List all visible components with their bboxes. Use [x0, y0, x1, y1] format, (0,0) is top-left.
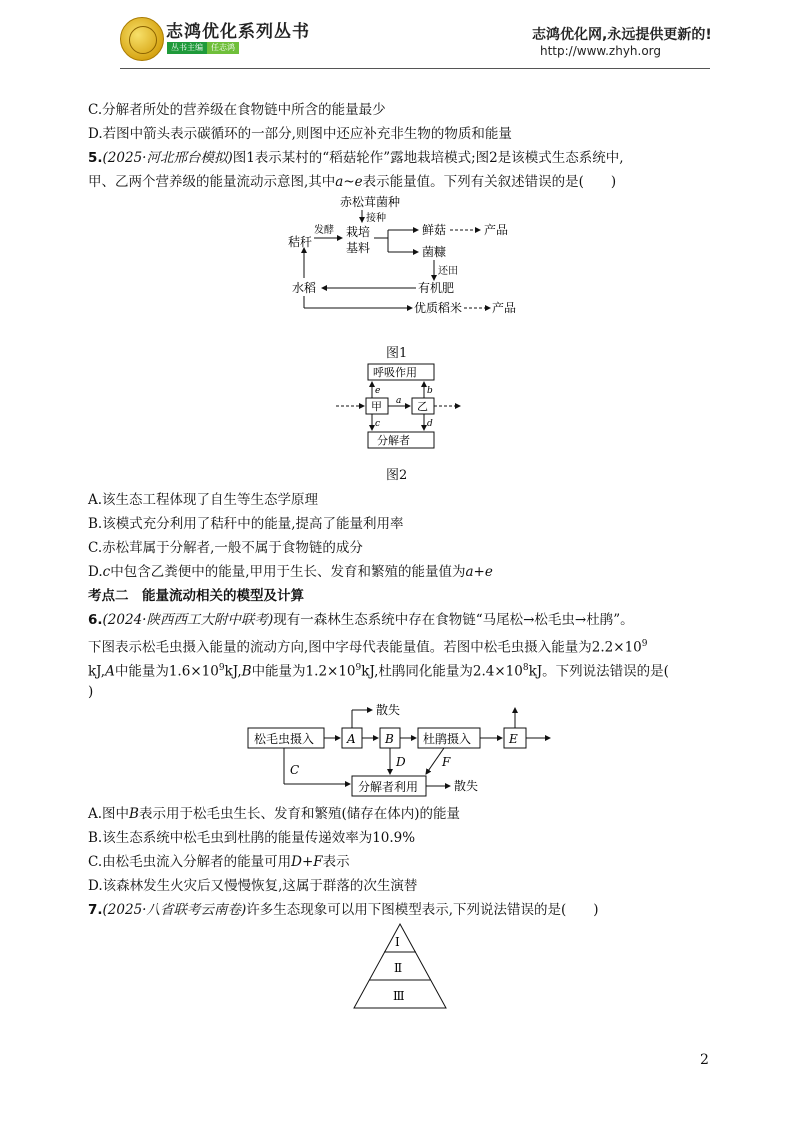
fig2-yi: 乙	[417, 400, 428, 413]
q6-fig-d: D	[396, 755, 406, 769]
q5-stem-text2b: 表示能量值。下列有关叙述错误的是( )	[362, 174, 617, 190]
editor-name-tag: 任志鸿	[207, 42, 239, 54]
q6-fig-c: C	[290, 763, 300, 777]
fig1-inoculate: 接种	[366, 213, 386, 224]
q6-stem-text1: 现有一森林生态系统中存在食物链“马尾松→松毛虫→杜鹃”。	[273, 612, 634, 628]
fig2-b: b	[427, 386, 433, 396]
q7-pyramid	[350, 922, 450, 1012]
fig1-product: 产品	[484, 223, 509, 237]
q6-option-c	[88, 852, 350, 872]
q6-option-a-var: B	[129, 806, 139, 822]
q6-fig-decomp: 分解者利用	[358, 780, 419, 794]
q6-exp-9b: 9	[218, 663, 225, 673]
editor-tag: 丛书主编	[167, 42, 207, 54]
fig1-spore: 赤松茸菌种	[340, 195, 401, 209]
fig2-d: d	[427, 419, 433, 429]
q5-option-d-var: c	[102, 564, 111, 580]
series-title: 志鸿优化系列丛书	[166, 22, 310, 42]
q5-fig2-caption: 图2	[386, 468, 408, 483]
fig2-decomposer: 分解者	[377, 434, 410, 447]
pyramid-level-1: Ⅰ	[395, 935, 400, 949]
q6-fig-cuckoo: 杜鹃摄入	[423, 732, 472, 746]
q6-source: (2024·陕西西工大附中联考)	[102, 612, 274, 628]
fig1-straw: 秸秆	[288, 235, 313, 249]
fig1-return: 还田	[438, 266, 458, 277]
fig2-c: c	[375, 419, 381, 429]
q5-stem-text2a: 甲、乙两个营养级的能量流动示意图,其中	[88, 174, 336, 190]
q6-option-c-post: 表示	[322, 854, 350, 870]
q6-exp-8: 8	[522, 663, 529, 673]
q6-stem-3d: 中能量为1.2×10	[251, 663, 356, 680]
q7-stem	[88, 900, 599, 920]
q5-option-d-mid: 中包含乙粪便中的能量,甲用于生长、发育和繁殖的能量值为	[110, 564, 466, 580]
q6-stem-text2: 下图表示松毛虫摄入能量的流动方向,图中字母代表能量值。若图中松毛虫摄入能量为2.2×10	[88, 639, 642, 656]
series-logo-icon	[120, 17, 164, 61]
q6-stem-line4: )	[88, 684, 94, 700]
pyramid-level-2: Ⅱ	[394, 961, 403, 975]
q6-option-a-post: 表示用于松毛虫生长、发育和繁殖(储存在体内)的能量	[138, 806, 461, 822]
q6-stem-var-b: B	[241, 663, 252, 680]
q6-stem-3f: kJ。下列说法错误的是(	[528, 663, 669, 680]
q6-stem-3c: kJ,	[224, 663, 242, 680]
q5-stem-line1	[88, 148, 624, 168]
q4-option-d: D.若图中箭头表示碳循环的一部分,则图中还应补充非生物的物质和能量	[88, 126, 512, 142]
q5-option-d-pre: D.	[88, 564, 103, 580]
fig1-fresh: 鲜菇	[422, 223, 447, 237]
fig1-manure: 有机肥	[418, 281, 455, 295]
q5-option-b: B.该模式充分利用了秸秆中的能量,提高了能量利用率	[88, 516, 404, 532]
q7-number: 7.	[88, 902, 103, 918]
q5-figure2	[336, 362, 466, 458]
q6-stem-line1	[88, 610, 634, 630]
q6-fig-a: A	[347, 732, 356, 746]
q5-source: (2025·河北邢台模拟)	[102, 150, 233, 166]
q6-stem-3b: 中能量为1.6×10	[114, 663, 219, 680]
q6-option-c-pre: C.由松毛虫流入分解者的能量可用	[88, 854, 292, 870]
q6-exp-9c: 9	[355, 663, 362, 673]
q6-option-b: B.该生态系统中松毛虫到杜鹃的能量传递效率为10.9%	[88, 830, 416, 846]
q5-option-d	[88, 562, 493, 582]
q6-fig-b: B	[385, 732, 394, 746]
q5-option-a: A.该生态工程体现了自生等生态学原理	[88, 492, 319, 508]
q5-stem-var: a~e	[335, 174, 363, 190]
q6-fig-intake: 松毛虫摄入	[254, 732, 315, 746]
fig1-residue: 菌糠	[422, 245, 447, 259]
fig2-respiration: 呼吸作用	[373, 366, 417, 379]
header-divider	[120, 68, 710, 69]
q6-stem-3e: kJ,杜鹃同化能量为2.4×10	[361, 663, 523, 680]
q6-fig-loss2: 散失	[454, 779, 479, 793]
q5-stem-line2	[88, 172, 616, 192]
q6-option-c-expr: D+F	[291, 854, 323, 870]
q6-exp-9a: 9	[641, 639, 648, 649]
q6-fig-loss1: 散失	[376, 703, 401, 717]
q6-stem-line2	[88, 634, 647, 658]
fig1-rice: 水稻	[292, 281, 317, 295]
fig2-e: e	[375, 386, 381, 396]
fig1-ferment: 发酵	[314, 225, 334, 236]
q5-stem-text1: 图1表示某村的“稻菇轮作”露地栽培模式;图2是该模式生态系统中,	[232, 150, 624, 166]
page-number: 2	[700, 1052, 709, 1068]
section-title: 考点二 能量流动相关的模型及计算	[88, 588, 304, 604]
q6-fig-f: F	[442, 755, 451, 769]
header-url[interactable]: http://www.zhyh.org	[540, 44, 662, 58]
fig2-jia: 甲	[371, 400, 382, 413]
q6-figure	[244, 702, 564, 802]
q5-fig1-caption: 图1	[386, 346, 408, 361]
pyramid-level-3: Ⅲ	[393, 989, 405, 1003]
q5-figure1	[280, 192, 530, 352]
fig1-substrate2: 基料	[346, 241, 371, 255]
q6-option-a-pre: A.图中	[88, 806, 130, 822]
q6-fig-e: E	[509, 732, 518, 746]
fig1-substrate1: 栽培	[346, 225, 371, 239]
fig1-good-rice: 优质稻米	[414, 301, 463, 315]
q6-stem-line3	[88, 658, 669, 682]
q6-stem-var-a: A	[105, 663, 115, 680]
q4-option-c: C.分解者所处的营养级在食物链中所含的能量最少	[88, 102, 386, 118]
q5-option-c: C.赤松茸属于分解者,一般不属于食物链的成分	[88, 540, 363, 556]
fig1-product2: 产品	[492, 301, 517, 315]
q6-number: 6.	[88, 612, 103, 628]
q5-option-d-expr: a+e	[465, 564, 493, 580]
page-header	[0, 0, 800, 80]
q6-stem-3a: kJ,	[88, 663, 106, 680]
q6-option-d: D.该森林发生火灾后又慢慢恢复,这属于群落的次生演替	[88, 878, 418, 894]
q7-source: (2025·八省联考云南卷)	[102, 902, 247, 918]
fig2-a: a	[396, 396, 402, 406]
q7-stem-text: 许多生态现象可以用下图模型表示,下列说法错误的是( )	[246, 902, 599, 918]
q6-option-a	[88, 804, 460, 824]
header-slogan: 志鸿优化网,永远提供更新的!	[532, 27, 712, 43]
q5-number: 5.	[88, 150, 103, 166]
